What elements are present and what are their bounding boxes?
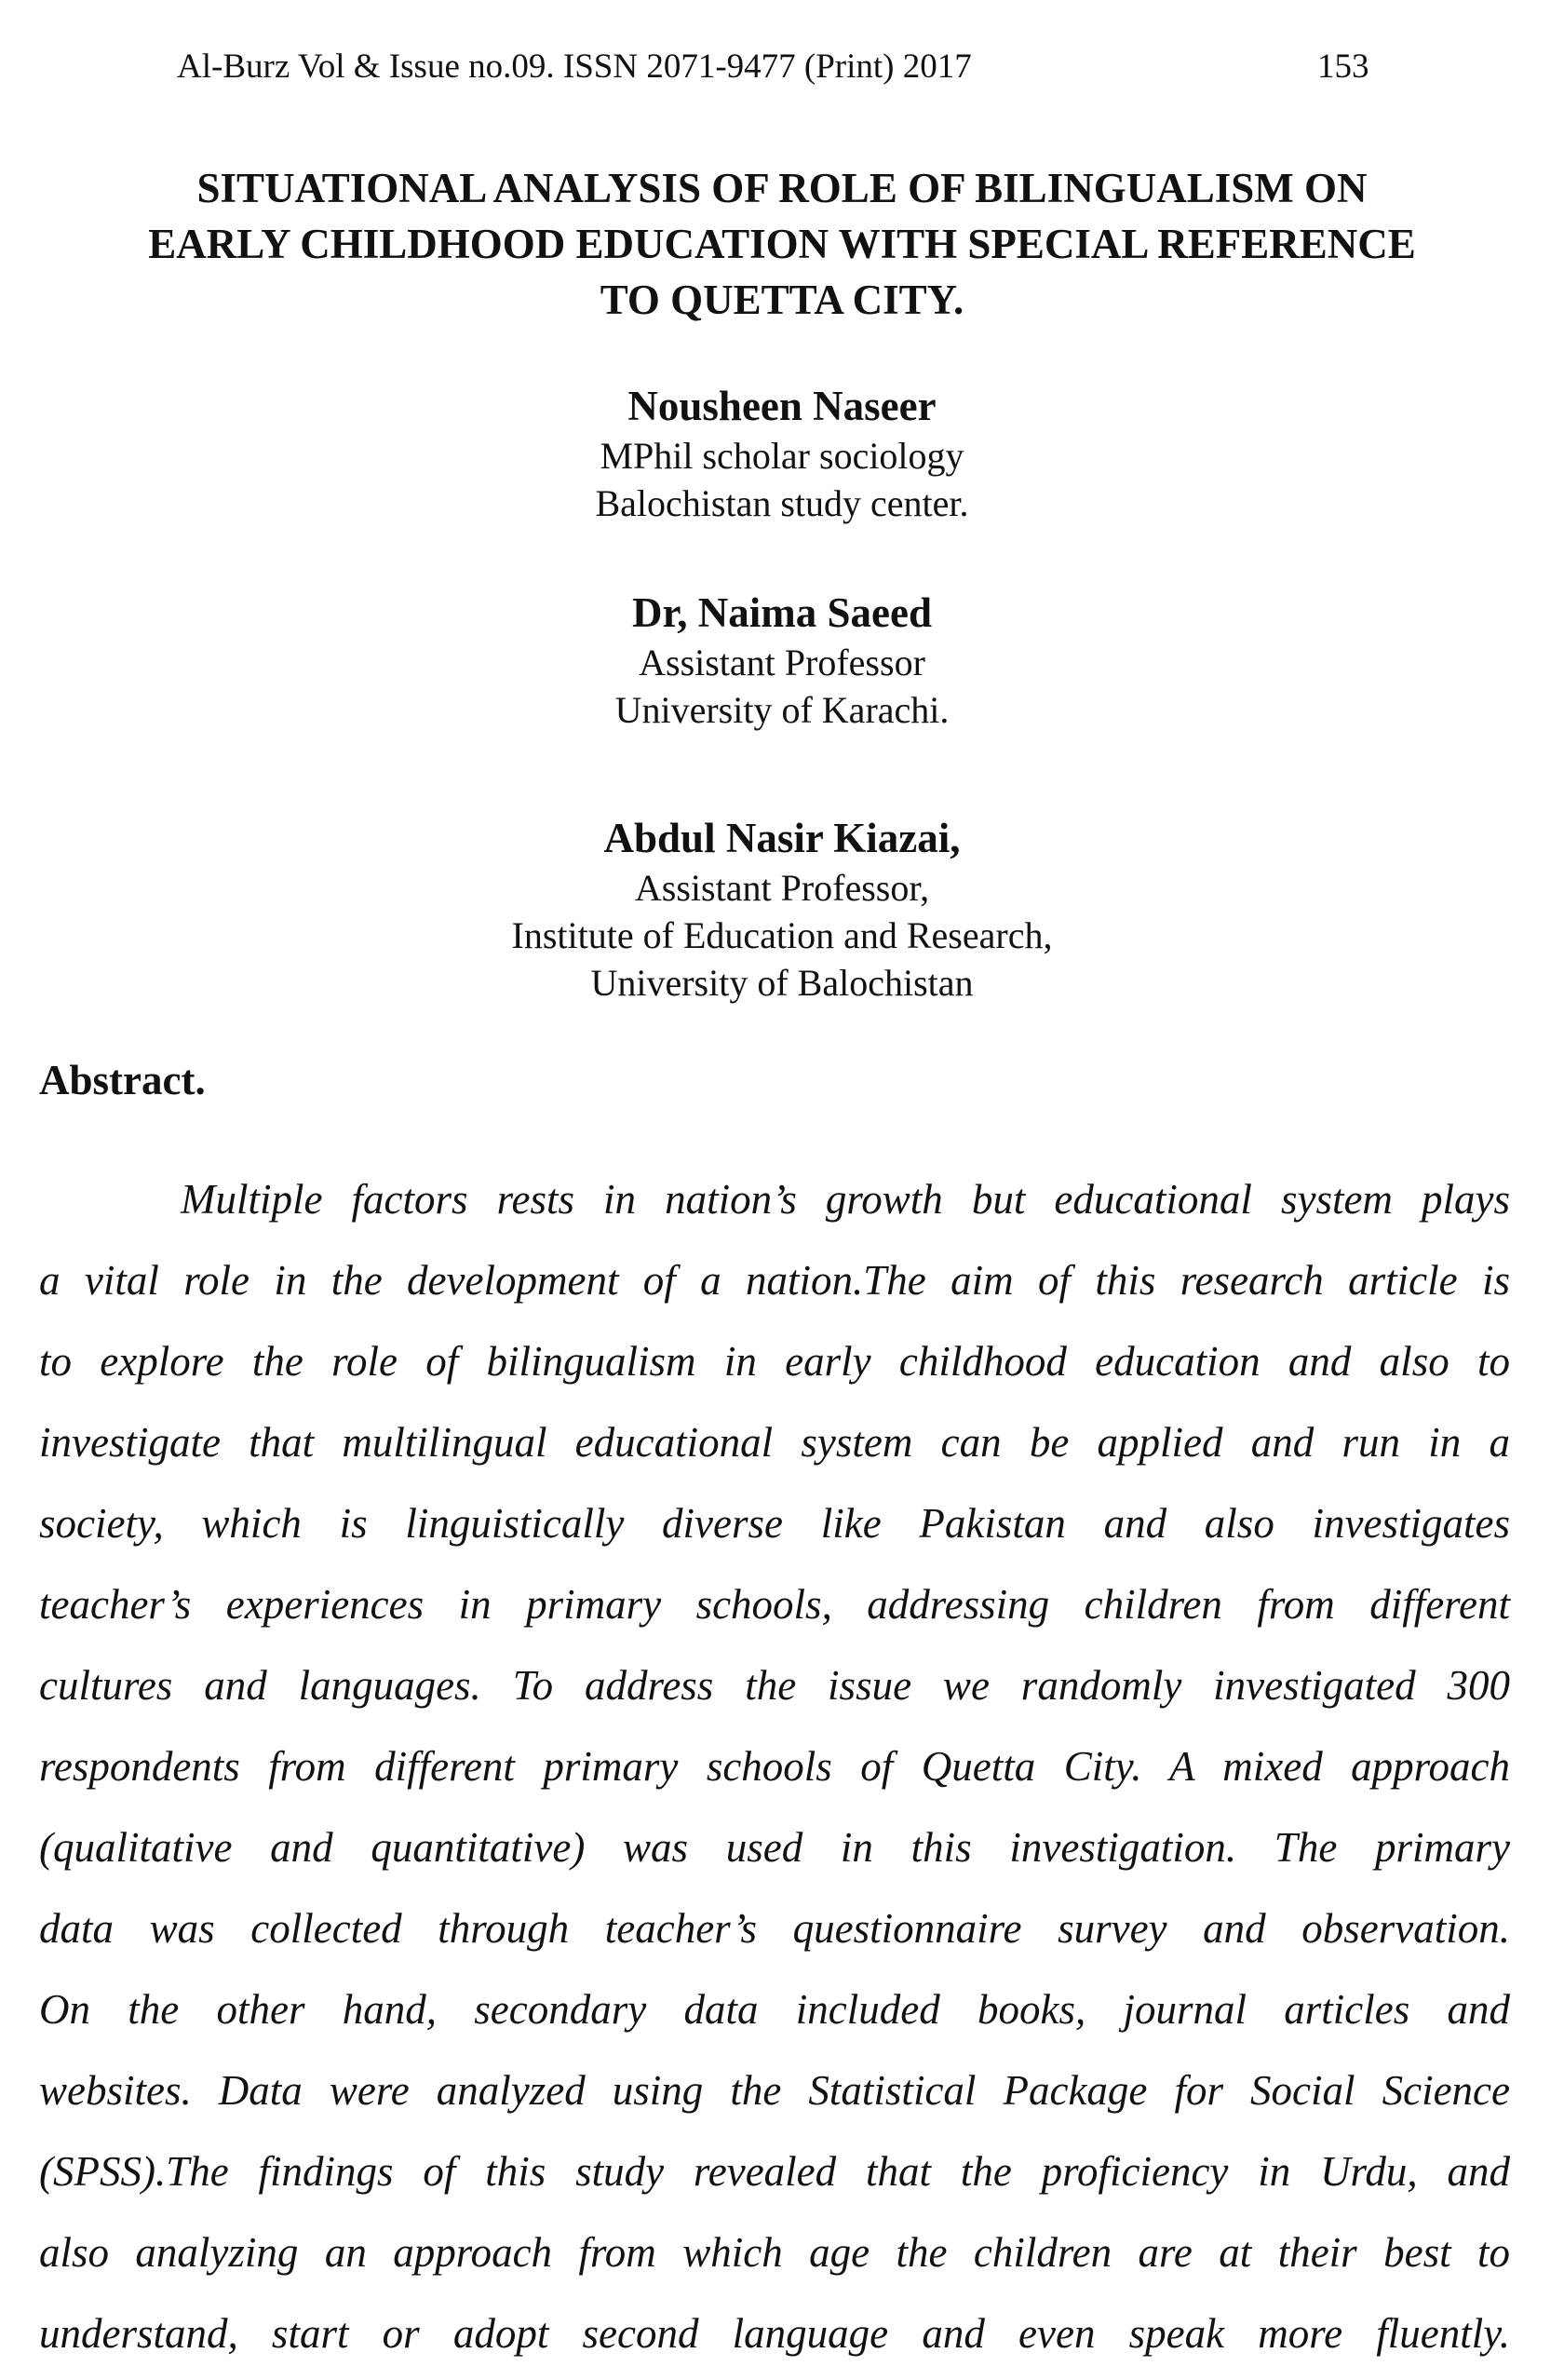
author-affiliation: University of Karachi. <box>614 689 950 731</box>
author-affiliation: MPhil scholar sociology <box>600 435 964 477</box>
abstract-line: On the other hand, secondary data included books, journal articles and <box>39 1986 1510 2033</box>
author-affiliation: Balochistan study center. <box>595 482 969 524</box>
abstract-body <box>39 1159 1510 2374</box>
abstract-line: (qualitative and quantitative) was used in this investigation. The primary <box>39 1824 1510 1871</box>
abstract-line: websites. Data were analyzed using the Statistical Package for Social Science <box>39 2067 1510 2114</box>
author-block <box>223 812 1341 1007</box>
abstract-line: respondents from different primary schools of Quetta City. A mixed approach <box>39 1743 1510 1790</box>
abstract-line: Multiple factors rests in nation’s growth but educational system plays <box>181 1176 1510 1223</box>
page-number: 153 <box>1317 47 1369 86</box>
title-line: EARLY CHILDHOOD EDUCATION WITH SPECIAL REFERENCE <box>148 221 1416 267</box>
abstract-line: a vital role in the development of a nation.The aim of this research article is <box>39 1257 1510 1304</box>
abstract-line: (SPSS).The findings of this study revealed that the proficiency in Urdu, and <box>39 2148 1510 2195</box>
abstract-line: cultures and languages. To address the issue we randomly investigated 300 <box>39 1662 1510 1709</box>
abstract-line: teacher’s experiences in primary schools, addressing children from different <box>39 1581 1510 1628</box>
title-line: SITUATIONAL ANALYSIS OF ROLE OF BILINGUALISM ON <box>196 165 1368 211</box>
author-name: Dr, Naima Saeed <box>631 589 933 636</box>
article-title <box>37 160 1527 328</box>
author-name: Nousheen Naseer <box>627 383 937 429</box>
author-affiliation: Assistant Professor, <box>634 867 930 909</box>
abstract-line: understand, start or adopt second language and even speak more fluently. <box>39 2310 1510 2357</box>
running-header <box>177 47 1387 102</box>
journal-info: Al-Burz Vol & Issue no.09. ISSN 2071-9477 (Print) 2017 <box>177 47 972 86</box>
title-line: TO QUETTA CITY. <box>600 277 964 323</box>
author-affiliation: Assistant Professor <box>639 642 925 683</box>
abstract-heading: Abstract. <box>39 1057 206 1103</box>
abstract-line: society, which is linguistically diverse like Pakistan and also investigates <box>39 1500 1510 1547</box>
author-affiliation: Institute of Education and Research, <box>511 914 1053 956</box>
author-block <box>223 587 1341 734</box>
abstract-line: investigate that multilingual educational system can be applied and run in a <box>39 1419 1510 1466</box>
author-block <box>223 380 1341 527</box>
abstract-line: data was collected through teacher’s questionnaire survey and observation. <box>39 1905 1510 1952</box>
author-affiliation: University of Balochistan <box>590 962 974 1004</box>
abstract-line: also analyzing an approach from which age the children are at their best to <box>39 2229 1510 2276</box>
author-name: Abdul Nasir Kiazai, <box>603 815 961 861</box>
abstract-line: to explore the role of bilingualism in early childhood education and also to <box>39 1338 1510 1385</box>
